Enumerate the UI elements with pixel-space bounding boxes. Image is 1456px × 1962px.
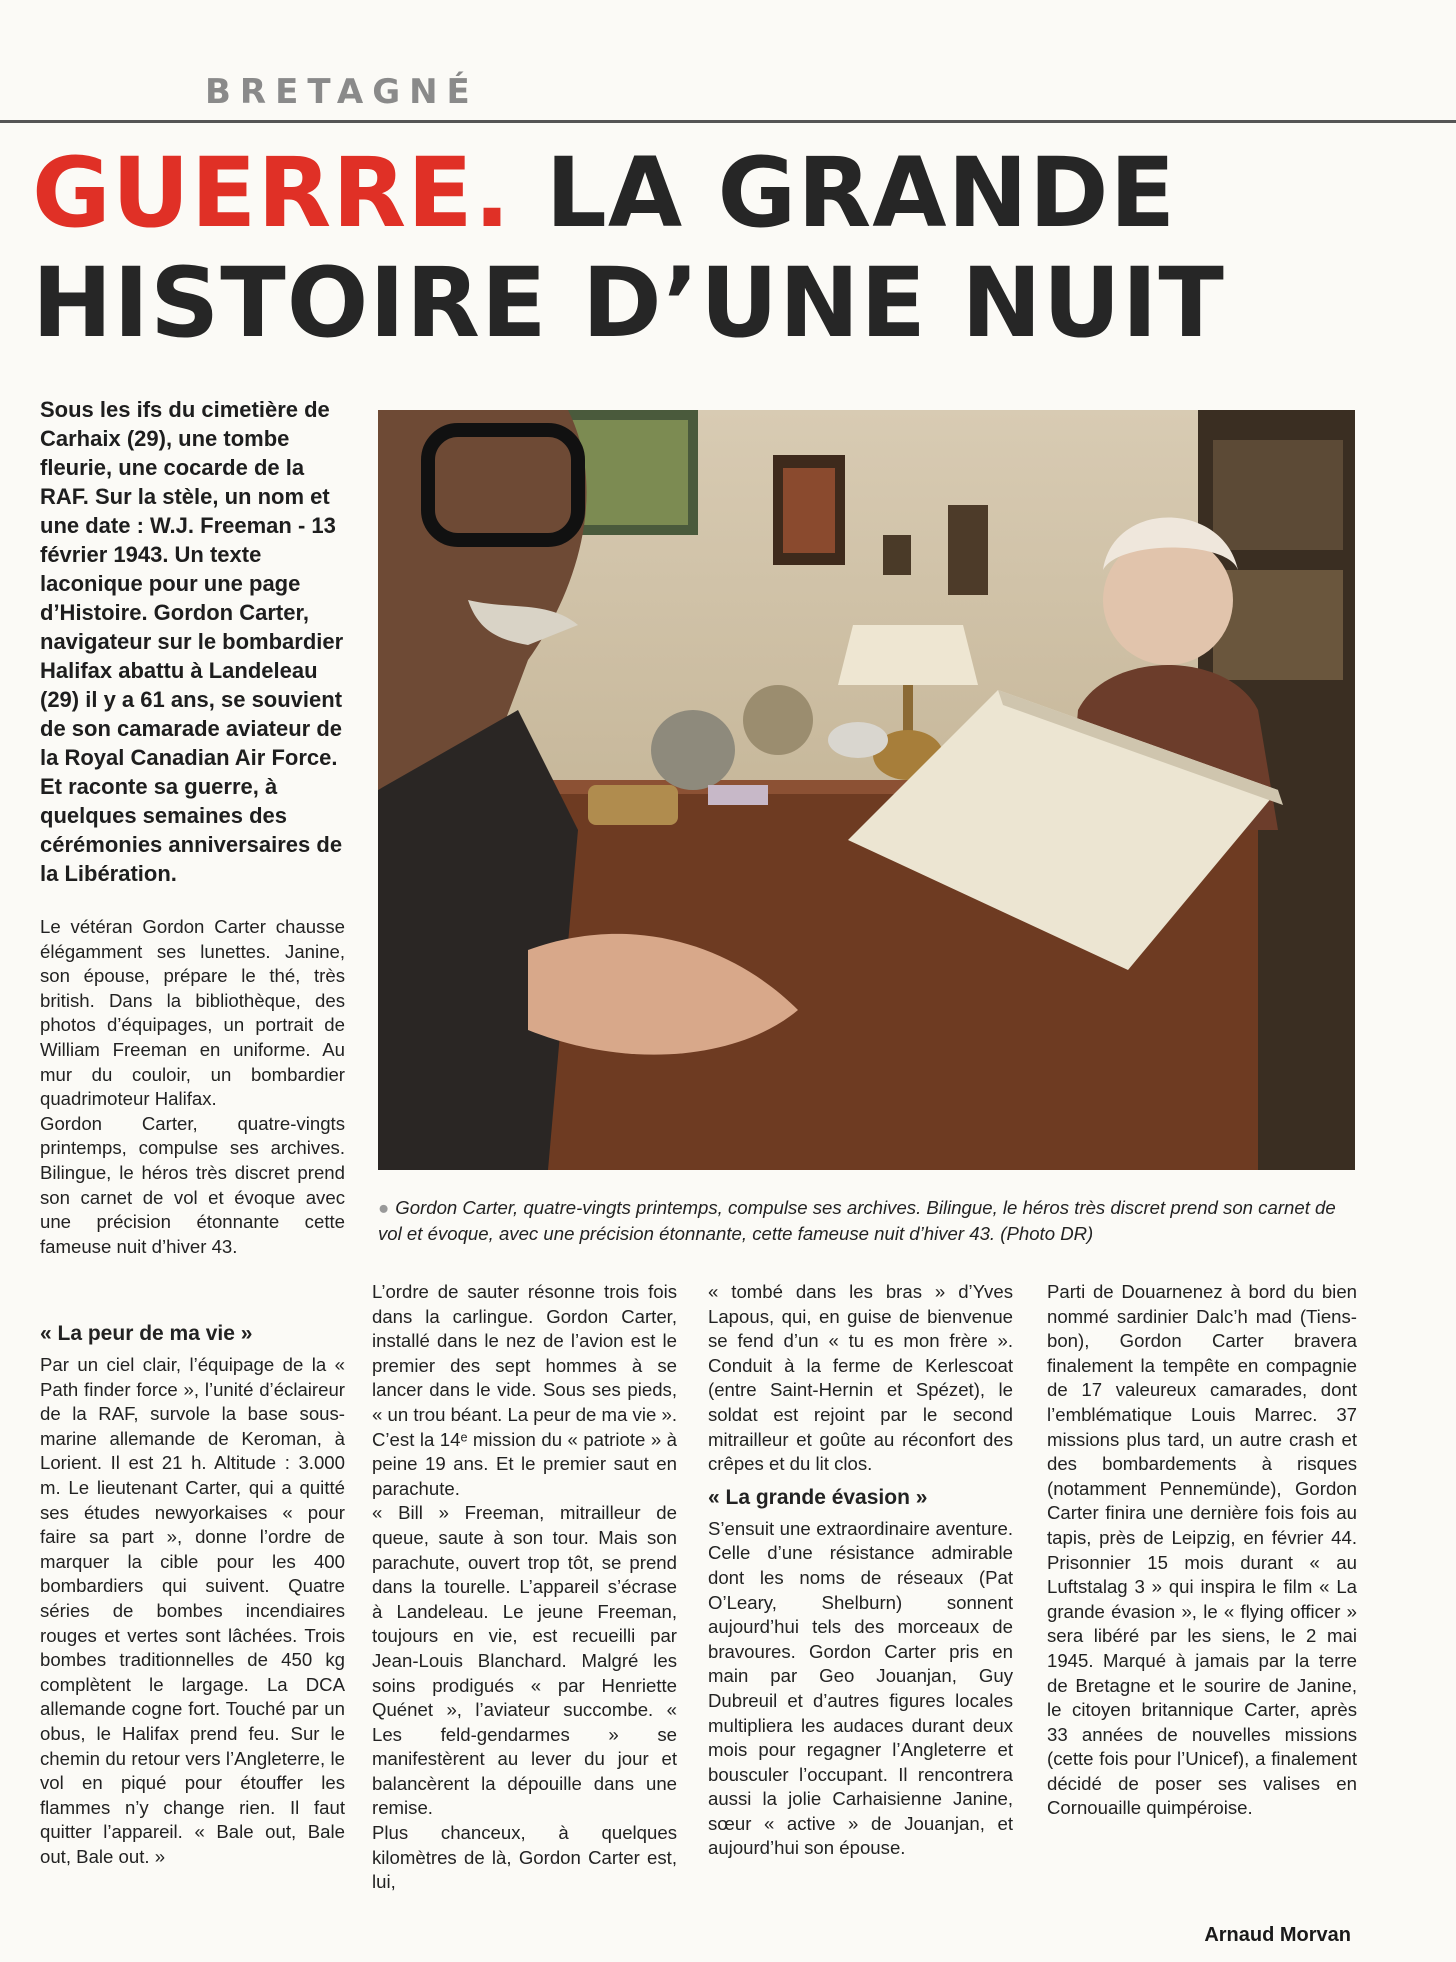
body-column-1 <box>40 1313 345 1869</box>
article-photo <box>378 410 1355 1170</box>
headline-kicker: GUERRE. <box>32 137 512 249</box>
caption-bullet-icon: ● <box>378 1197 390 1218</box>
headline-title-line2: HISTOIRE D’UNE NUIT <box>32 247 1225 359</box>
subhead-evasion: « La grande évasion » <box>708 1485 928 1509</box>
headline <box>32 138 1362 358</box>
col2-paragraph-2: « Bill » Freeman, mitrailleur de queue, saute à son tour. Mais son parachute, ouvert trop tôt, se prend dans la tourelle. L’appareil s’écrase à Landeleau. Le jeune Freeman, toujours en vie, est recueilli par Jean-Louis Blanchard. Malgré les soins prodigués « par Henriette Quénet », l’aviateur succombe. « Les feld-gendarmes » se manifestèrent au lever du jour et balancèrent la dépouille dans une remise. <box>372 1502 677 1819</box>
intro-paragraph-1: Le vétéran Gordon Carter chausse élégamment ses lunettes. Janine, son épouse, prépare le thé, très british. Dans la bibliothèque, des photos d’équipages, un portrait de William Freeman en uniforme. Au mur du couloir, un bombardier quadrimoteur Halifax. <box>40 916 345 1110</box>
col3-paragraph-2: S’ensuit une extraordinaire aventure. Celle d’une résistance admirable dont les noms de réseaux (Pat O’Leary, Shelburn) sonnent aujourd’hui tels des morceaux de bravoures. Gordon Carter pris en main par Geo Jouanjan, Guy Dubreuil et d’autres figures locales multipliera les audaces durant deux mois pour regagner l’Angleterre et bousculer l’occupant. Il rencontrera aussi la jolie Carhaisienne Janine, sœur « active » de Jouanjan, et aujourd’hui son épouse. <box>708 1517 1013 1859</box>
col2-paragraph-3: Plus chanceux, à quelques kilomètres de là, Gordon Carter est, lui, <box>372 1822 677 1893</box>
photo-caption <box>378 1195 1358 1247</box>
intro-column <box>40 915 345 1259</box>
subhead-peur: « La peur de ma vie » <box>40 1322 253 1345</box>
byline: Arnaud Morvan <box>1204 1924 1351 1946</box>
intro-paragraph-2: Gordon Carter, quatre-vingts printemps, compulse ses archives. Bilingue, le héros très discret prend son carnet de vol et évoque avec une précision étonnante cette fameuse nuit d’hiver 43. <box>40 1112 345 1257</box>
photo-illustration <box>378 410 1355 1170</box>
col2-paragraph-1: L’ordre de sauter résonne trois fois dans la carlingue. Gordon Carter, installé dans le nez de l’avion est le premier des sept hommes à se lancer dans le vide. Sous ses pieds, « un trou béant. La peur de ma vie ». C’est la 14ᵉ mission du « patriote » à peine 19 ans. Et le premier saut en parachute. <box>372 1281 677 1499</box>
body-column-3 <box>708 1280 1013 1861</box>
col3-paragraph-1: « tombé dans les bras » d’Yves Lapous, qui, en guise de bienvenue se fend d’un « tu es mon frère ». Conduit à la ferme de Kerlescoat (entre Saint-Hernin et Spézet), le soldat est rejoint par le second mitrailleur et goûte au réconfort des crêpes et du lit clos. <box>708 1281 1013 1475</box>
section-label: BRETAGNÉ <box>205 72 479 112</box>
headline-title-line1: LA GRANDE <box>545 137 1177 249</box>
body-column-4 <box>1047 1280 1357 1821</box>
body-column-2 <box>372 1280 677 1895</box>
col1-paragraph-1: Par un ciel clair, l’équipage de la « Path finder force », l’unité d’éclaireur de la RAF, survole la base sous-marine allemande de Keroman, à Lorient. Il est 21 h. Altitude : 3.000 m. Le lieutenant Carter, qui a quitté ses études newyorkaises « pour faire sa part », donne l’ordre de marquer la cible pour les 400 bombardiers qui suivent. Quatre séries de bombes incendiaires rouges et vertes sont lâchées. Trois bombes traditionnelles de 450 kg complètent le largage. La DCA allemande cogne fort. Touché par un obus, le Halifax prend feu. Sur le chemin du retour vers l’Angleterre, le vol en piqué pour étouffer les flammes n’y change rien. Il faut quitter l’appareil. « Bale out, Bale out, Bale out. » <box>40 1354 345 1867</box>
caption-text: Gordon Carter, quatre-vingts printemps, compulse ses archives. Bilingue, le héros très discret prend son carnet de vol et évoque, avec une précision étonnante, cette fameuse nuit d’hiver 43. (Photo DR) <box>378 1197 1336 1244</box>
lede-paragraph: Sous les ifs du cimetière de Carhaix (29), une tombe fleurie, une cocarde de la RAF. Sur la stèle, un nom et une date : W.J. Freeman - 13 février 1943. Un texte laconique pour une page d’Histoire. Gordon Carter, navigateur sur le bombardier Halifax abattu à Landeleau (29) il y a 61 ans, se souvient de son camarade aviateur de la Royal Canadian Air Force. Et raconte sa guerre, à quelques semaines des cérémonies anniversaires de la Libération. <box>40 397 344 886</box>
header-rule <box>0 120 1456 123</box>
col4-paragraph-1: Parti de Douarnenez à bord du bien nommé sardinier Dalc’h mad (Tiens-bon), Gordon Carter bravera finalement la tempête en compagnie de 17 valeureux camarades, dont l’emblématique Louis Marrec. 37 missions plus tard, un autre crash et des bombardements à risques (notamment Pennemünde), Gordon Carter finira une dernière fois fois au tapis, près de Leipzig, en février 44. Prisonnier 15 mois durant « au Luftstalag 3 » qui inspira le film « La grande évasion », le « flying officer » sera libéré par les siens, le 2 mai 1945. Marqué à jamais par la terre de Bretagne et le sourire de Janine, le citoyen britannique Carter, après 33 années de nouvelles missions (cette fois pour l’Unicef), a finalement décidé de poser ses valises en Cornouaille quimpéroise. <box>1047 1281 1357 1819</box>
